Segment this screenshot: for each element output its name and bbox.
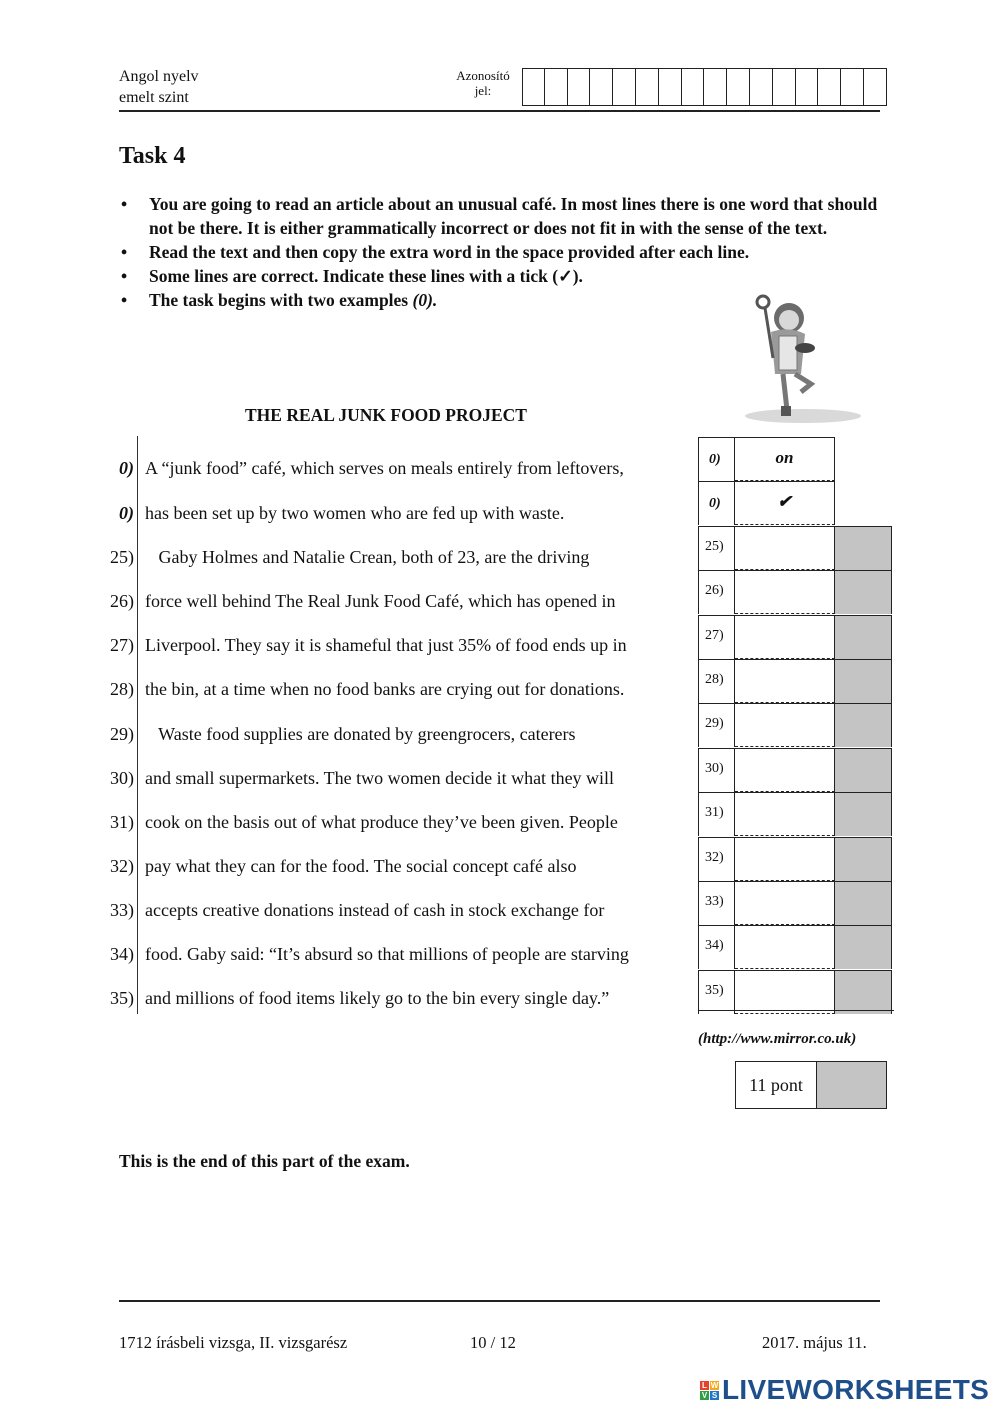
answer-number: 0) bbox=[698, 437, 735, 481]
answer-field[interactable] bbox=[735, 615, 835, 659]
answer-number: 28) bbox=[698, 659, 735, 703]
end-note: This is the end of this part of the exam. bbox=[119, 1151, 410, 1171]
header-divider bbox=[119, 110, 880, 112]
id-code-box[interactable] bbox=[613, 68, 636, 106]
id-code-box[interactable] bbox=[704, 68, 727, 106]
line-number: 28) bbox=[110, 679, 134, 699]
id-label-line-2: jel: bbox=[474, 83, 492, 98]
footer-exam-name: 1712 írásbeli vizsga, II. vizsgarész bbox=[119, 1333, 348, 1352]
liveworksheets-icon bbox=[700, 1381, 719, 1400]
article-title: THE REAL JUNK FOOD PROJECT bbox=[245, 405, 527, 425]
article-source: (http://www.mirror.co.uk) bbox=[698, 1031, 857, 1047]
id-code-box[interactable] bbox=[522, 68, 545, 106]
answer-field[interactable] bbox=[735, 570, 835, 614]
logo-tile: V bbox=[701, 1390, 708, 1400]
instruction-item bbox=[119, 264, 889, 288]
answer-field[interactable] bbox=[735, 703, 835, 747]
id-code-boxes bbox=[522, 68, 887, 106]
answer-number: 27) bbox=[698, 615, 735, 659]
text-margin-line bbox=[137, 436, 138, 1014]
answer-number: 0) bbox=[698, 481, 735, 525]
line-number: 0) bbox=[119, 458, 134, 478]
instruction-text: Some lines are correct. Indicate these lines with a tick (✓). bbox=[149, 266, 583, 286]
article-line: food. Gaby said: “It’s absurd so that millions of people are starving bbox=[145, 944, 629, 964]
instruction-text: Read the text and then copy the extra word in the space provided after each line. bbox=[149, 242, 750, 262]
score-cell bbox=[835, 837, 892, 881]
id-code-box[interactable] bbox=[727, 68, 750, 106]
subject-line-2: emelt szint bbox=[119, 89, 189, 106]
answer-number: 32) bbox=[698, 837, 735, 881]
line-number: 35) bbox=[110, 988, 134, 1008]
line-number: 34) bbox=[110, 944, 134, 964]
answer-number: 26) bbox=[698, 570, 735, 614]
line-number: 25) bbox=[110, 547, 134, 567]
footer-date: 2017. május 11. bbox=[762, 1333, 867, 1352]
article-line: Liverpool. They say it is shameful that just 35% of food ends up in bbox=[145, 635, 627, 655]
answer-number: 33) bbox=[698, 881, 735, 925]
answer-field[interactable] bbox=[735, 837, 835, 881]
instruction-text: You are going to read an article about an unusual café. In most lines there is one word that should not be there. It is either grammatically incorrect or does not fit in with the sense of the text. bbox=[149, 194, 878, 238]
answer-grid-bottom-border bbox=[698, 1010, 894, 1011]
article-line: A “junk food” café, which serves on meals entirely from leftovers, bbox=[145, 458, 624, 478]
answer-number: 29) bbox=[698, 703, 735, 747]
score-cell bbox=[835, 792, 892, 836]
answer-field[interactable] bbox=[735, 925, 835, 969]
logo-tile: S bbox=[711, 1390, 718, 1400]
liveworksheets-logo[interactable] bbox=[700, 1374, 989, 1406]
footer-divider bbox=[119, 1300, 880, 1302]
instruction-item bbox=[119, 240, 889, 264]
article-line: force well behind The Real Junk Food Café, which has opened in bbox=[145, 591, 616, 611]
line-number: 33) bbox=[110, 900, 134, 920]
id-code-box[interactable] bbox=[659, 68, 682, 106]
answer-field[interactable] bbox=[735, 526, 835, 570]
id-code-box[interactable] bbox=[864, 68, 887, 106]
score-cell bbox=[835, 748, 892, 792]
example-answer: ✔ bbox=[735, 481, 835, 525]
liveworksheets-wordmark: LIVEWORKSHEETS bbox=[722, 1374, 990, 1405]
bullet-icon: • bbox=[121, 290, 128, 310]
answer-field[interactable] bbox=[735, 881, 835, 925]
line-number: 31) bbox=[110, 812, 134, 832]
score-cell bbox=[835, 925, 892, 969]
line-number: 29) bbox=[110, 724, 134, 744]
answer-field[interactable] bbox=[735, 748, 835, 792]
line-number: 30) bbox=[110, 768, 134, 788]
subject-heading bbox=[119, 66, 199, 108]
article-line: Gaby Holmes and Natalie Crean, both of 23, are the driving bbox=[145, 547, 590, 567]
id-code-box[interactable] bbox=[750, 68, 773, 106]
answer-field[interactable] bbox=[735, 970, 835, 1014]
line-number: 26) bbox=[110, 591, 134, 611]
score-cell bbox=[835, 615, 892, 659]
article-line: Waste food supplies are donated by greengrocers, caterers bbox=[145, 724, 576, 744]
line-number: 32) bbox=[110, 856, 134, 876]
subject-line-1: Angol nyelv bbox=[119, 68, 199, 85]
line-number: 27) bbox=[110, 635, 134, 655]
article-line: and millions of food items likely go to the bin every single day.” bbox=[145, 988, 610, 1008]
task-title: Task 4 bbox=[119, 143, 186, 169]
footer-page-number: 10 / 12 bbox=[470, 1333, 516, 1352]
id-code-box[interactable] bbox=[568, 68, 591, 106]
article-line: accepts creative donations instead of cash in stock exchange for bbox=[145, 900, 605, 920]
points-box bbox=[735, 1061, 887, 1109]
article-line: the bin, at a time when no food banks are crying out for donations. bbox=[145, 679, 625, 699]
line-number: 0) bbox=[119, 503, 134, 523]
article-line: has been set up by two women who are fed up with waste. bbox=[145, 503, 565, 523]
id-code-box[interactable] bbox=[590, 68, 613, 106]
answer-field[interactable] bbox=[735, 659, 835, 703]
example-answer: on bbox=[735, 437, 835, 481]
examples-marker: (0). bbox=[412, 290, 438, 310]
id-code-box[interactable] bbox=[636, 68, 659, 106]
article-line: pay what they can for the food. The social concept café also bbox=[145, 856, 577, 876]
answer-number: 30) bbox=[698, 748, 735, 792]
answer-number: 34) bbox=[698, 925, 735, 969]
instruction-text: The task begins with two examples bbox=[149, 290, 413, 310]
score-cell bbox=[835, 570, 892, 614]
woman-with-frying-pan-icon bbox=[735, 288, 865, 428]
id-code-box[interactable] bbox=[818, 68, 841, 106]
score-cell bbox=[835, 659, 892, 703]
bullet-icon: • bbox=[121, 242, 128, 262]
answer-number: 31) bbox=[698, 792, 735, 836]
id-code-box[interactable] bbox=[545, 68, 568, 106]
answer-number: 25) bbox=[698, 526, 735, 570]
id-label-line-1: Azonosító bbox=[456, 68, 510, 83]
bullet-icon: • bbox=[121, 266, 128, 286]
id-code-box[interactable] bbox=[796, 68, 819, 106]
points-score-field bbox=[817, 1062, 886, 1108]
article-line: cook on the basis out of what produce they’ve been given. People bbox=[145, 812, 618, 832]
logo-tile: W bbox=[710, 1380, 719, 1390]
score-cell bbox=[835, 970, 892, 1014]
score-cell bbox=[835, 881, 892, 925]
bullet-icon: • bbox=[121, 194, 128, 214]
logo-tile: L bbox=[700, 1381, 709, 1390]
answer-field[interactable] bbox=[735, 792, 835, 836]
score-cell bbox=[835, 526, 892, 570]
id-code-box[interactable] bbox=[773, 68, 796, 106]
instruction-item bbox=[119, 192, 889, 240]
id-code-box[interactable] bbox=[841, 68, 864, 106]
score-cell bbox=[835, 703, 892, 747]
answer-number: 35) bbox=[698, 970, 735, 1014]
id-label bbox=[448, 68, 518, 98]
article-line: and small supermarkets. The two women decide it what they will bbox=[145, 768, 615, 788]
points-label: 11 pont bbox=[736, 1062, 817, 1108]
id-code-box[interactable] bbox=[682, 68, 705, 106]
